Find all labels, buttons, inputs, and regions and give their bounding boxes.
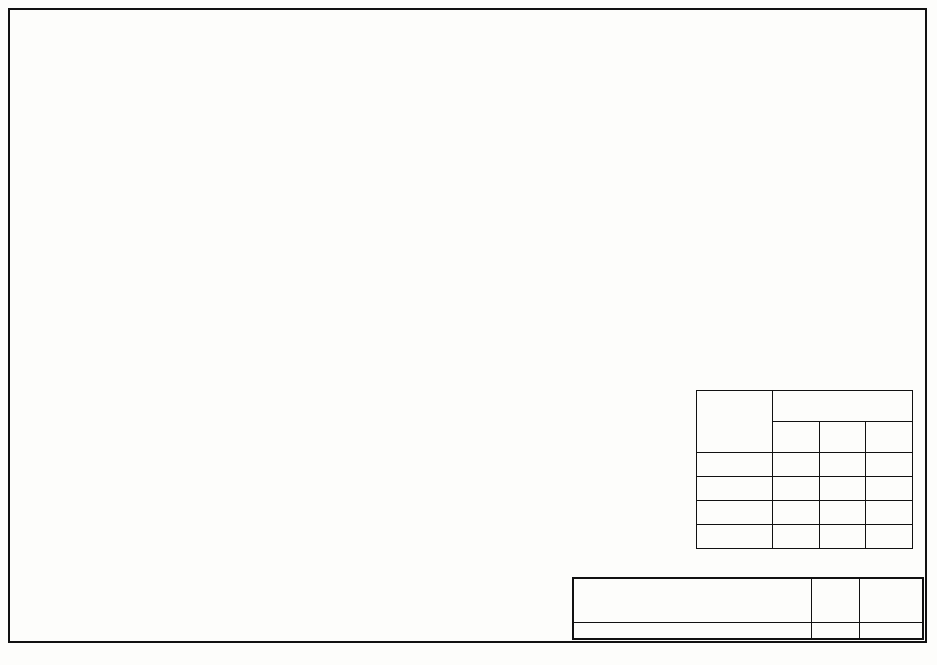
table-row [697, 453, 913, 477]
cap-header [697, 391, 773, 453]
atlas-number [860, 579, 922, 623]
table-row [697, 501, 913, 525]
sub-header-w [819, 422, 866, 453]
table-row [697, 525, 913, 549]
group-header [773, 391, 913, 422]
signature-row [574, 623, 812, 638]
page-label [812, 623, 860, 638]
table-row [697, 477, 913, 501]
spec-table [696, 390, 913, 549]
sub-header-d [866, 422, 913, 453]
sub-header-h [773, 422, 820, 453]
drawing-title [574, 579, 812, 623]
title-block [572, 577, 924, 640]
atlas-label [812, 579, 860, 623]
notes-panel [706, 72, 916, 76]
page-code [860, 623, 922, 638]
